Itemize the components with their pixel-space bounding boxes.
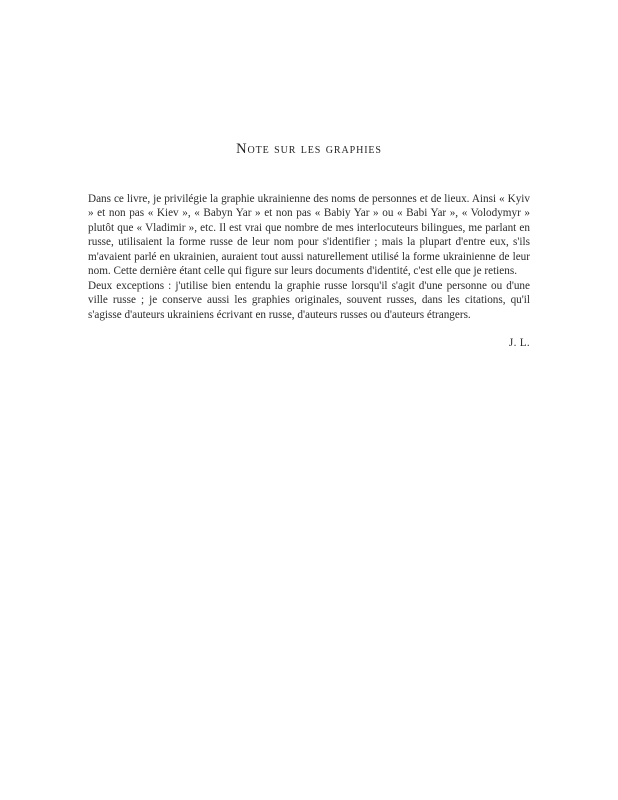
page-title: Note sur les graphies: [236, 141, 382, 157]
body-text-block: [88, 192, 530, 351]
author-signature: J. L.: [508, 337, 530, 350]
paragraph-1: Dans ce livre, je privilégie la graphie ukrainienne des noms de personnes et de lieux. Ainsi « Kyiv » et non pas « Kiev », « Babyn Yar » et non pas « Babiy Yar » ou « Babi Yar », « Volodymyr » plutôt que « Vladimir », etc. Il est vrai que nombre de mes interlocuteurs bilingues, me parlant en russe, utilisaient la forme russe de leur nom pour s'identifier ; mais la plupart d'entre eux, s'ils m'avaient parlé en ukrainien, auraient tout aussi naturellement utilisé la forme ukrainienne de leur nom. Cette dernière étant celle qui figure sur leurs documents d'identité, c'est elle que je retiens.: [88, 193, 530, 278]
paragraph-2: Deux exceptions : j'utilise bien entendu la graphie russe lorsqu'il s'agit d'une personne ou d'une ville russe ; je conserve aussi les graphies originales, souvent russes, dans les citations, qu'il s'agisse d'auteurs ukrainiens écrivant en russe, d'auteurs russes ou d'auteurs étrangers.: [88, 279, 530, 321]
